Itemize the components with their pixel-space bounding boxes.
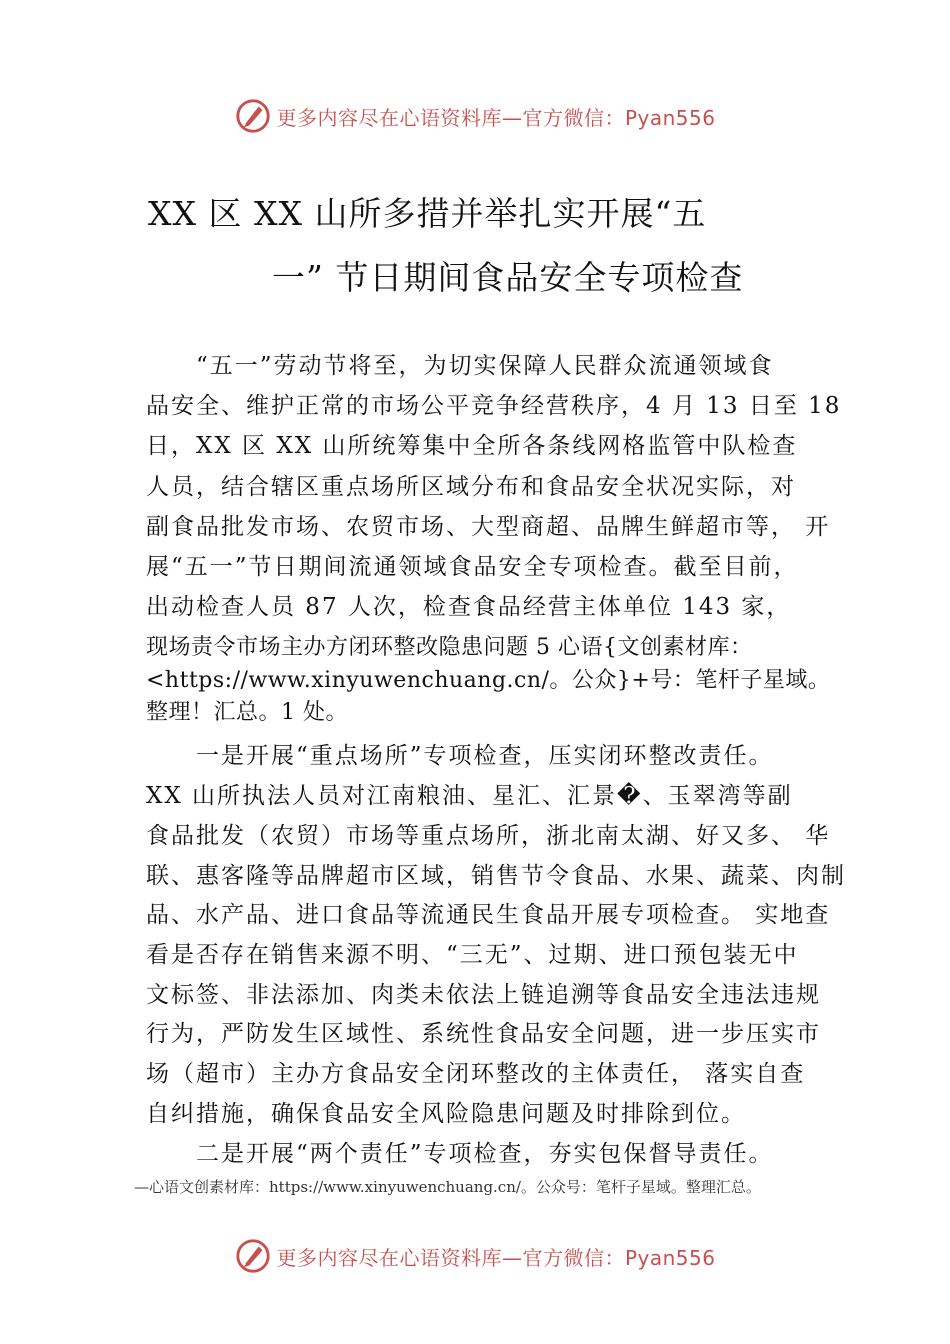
body-line: 自纠措施，确保食品安全风险隐患问题及时排除到位。 (146, 1101, 746, 1127)
body-line: 场（超市）主办方食品安全闭环整改的主体责任， 落实自查 (146, 1061, 806, 1087)
body-line: <https://www.xinyuwenchuang.cn/。公众}+号：笔杆子星域。 (146, 668, 831, 693)
body-line: 日，XX 区 XX 山所统筹集中全所各条线网格监管中队检查 (146, 433, 798, 459)
document-title-line-1: XX 区 XX 山所多措并举扎实开展“五 (148, 194, 707, 233)
body-line: 食品批发（农贸）市场等重点场所，浙北南太湖、好又多、 华 (146, 823, 831, 849)
body-line: 看是否存在销售来源不明、“三无”、过期、进口预包装无中 (146, 942, 799, 968)
banner-text: 更多内容尽在心语资料库—官方微信：Pyan556 (276, 105, 716, 130)
header-banner (0, 96, 950, 136)
body-line: 展“五一”节日期间流通领域食品安全专项检查。截至目前， (146, 554, 799, 580)
body-line: 一是开展“重点场所”专项检查，压实闭环整改责任。 (146, 743, 774, 769)
footer-banner (0, 1236, 950, 1276)
pen-logo-icon (234, 97, 272, 135)
banner-text: 更多内容尽在心语资料库—官方微信：Pyan556 (276, 1245, 716, 1270)
body-line: 品安全、维护正常的市场公平竞争经营秩序，4 月 13 日至 18 (146, 393, 842, 419)
body-line: 品、水产品、进口食品等流通民生食品开展专项检查。 实地查 (146, 902, 831, 928)
body-line: 联、惠客隆等品牌超市区域，销售节令食品、水果、蔬菜、肉制 (146, 863, 846, 889)
source-note: —心语文创素材库：https://www.xinyuwenchuang.cn/。公众号：笔杆子星域。整理汇总。 (134, 1178, 761, 1196)
body-line: 副食品批发市场、农贸市场、大型商超、品牌生鲜超市等， 开 (146, 514, 831, 540)
body-line: 人员，结合辖区重点场所区域分布和食品安全状况实际，对 (146, 474, 796, 500)
body-line: 二是开展“两个责任”专项检查，夯实包保督导责任。 (146, 1141, 774, 1167)
body-line: 出动检查人员 87 人次，检查食品经营主体单位 143 家， (146, 594, 792, 620)
body-line: 文标签、非法添加、肉类未依法上链追溯等食品安全违法违规 (146, 982, 821, 1008)
body-line: 现场责令市场主办方闭环整改隐患问题 5 心语{文创素材库： (146, 635, 753, 660)
body-line: 行为，严防发生区域性、系统性食品安全问题，进一步压实市 (146, 1021, 821, 1047)
document-title-line-2: 一” 节日期间食品安全专项检查 (272, 258, 744, 297)
body-line: XX 山所执法人员对江南粮油、星汇、汇景�、玉翠湾等副 (146, 783, 793, 809)
body-line: “五一”劳动节将至，为切实保障人民群众流通领域食 (146, 353, 774, 379)
body-line: 整理！汇总。1 处。 (146, 700, 348, 725)
pen-logo-icon (234, 1237, 272, 1275)
